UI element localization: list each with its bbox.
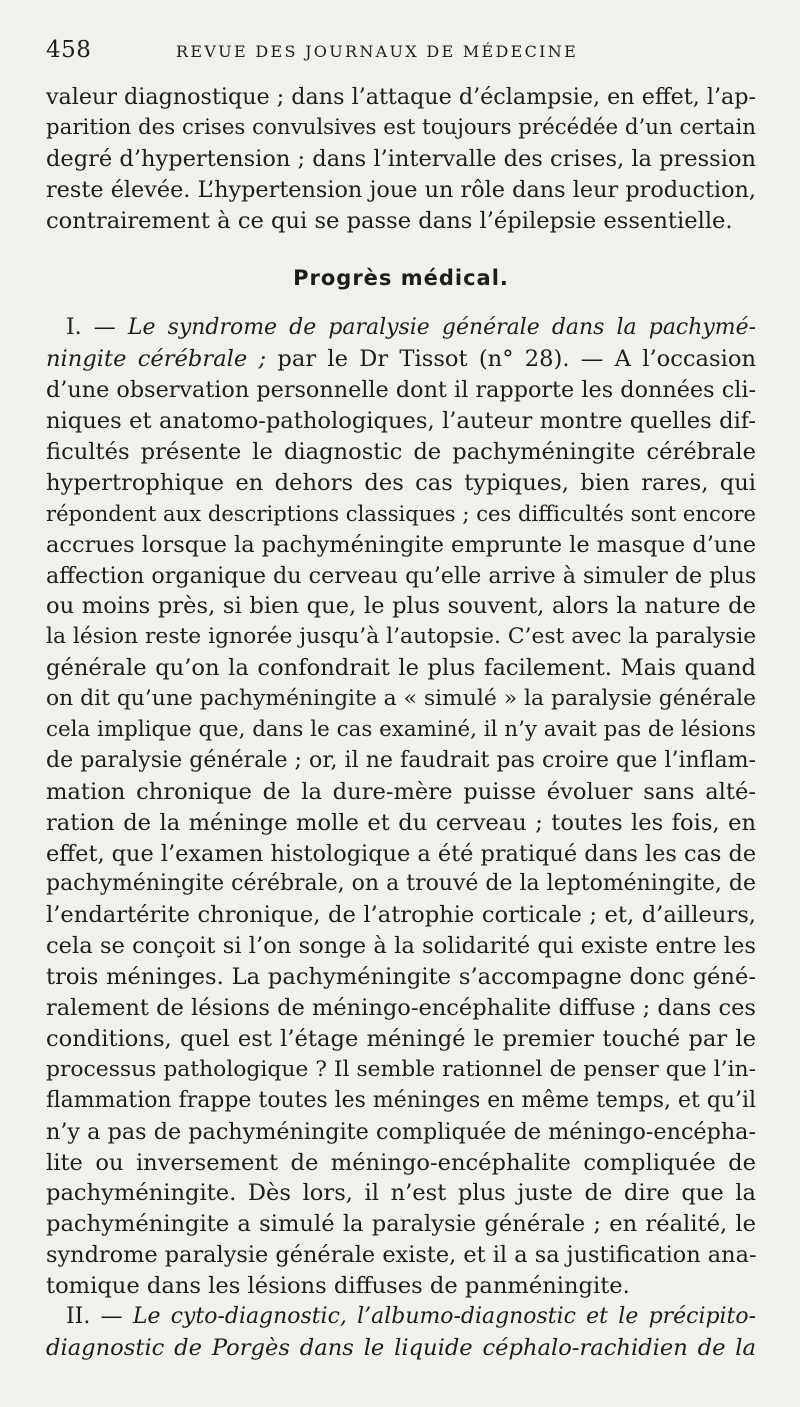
article-2-title-line bbox=[46, 1302, 756, 1333]
text-line: pachyméningite. Dès lors, il n’est plus juste de dire que la bbox=[46, 1180, 756, 1207]
text-line: d’une observation personnelle dont il rapporte les données cli- bbox=[46, 377, 756, 404]
text-line: pachyméningite cérébrale, on a trouvé de la leptoméningite, de bbox=[46, 871, 756, 897]
text-line: cela se conçoit si l’on songe à la solidarité qui existe entre les bbox=[46, 933, 756, 960]
article-2 bbox=[46, 1302, 756, 1364]
article-title: Le cyto-diagnostic, l’albumo-diagnostic et le précipito- bbox=[132, 1303, 756, 1329]
intro-paragraph bbox=[46, 82, 756, 236]
text-line: valeur diagnostique ; dans l’attaque d’éclampsie, en effet, l’ap- bbox=[46, 84, 756, 110]
text-line: contrairement à ce qui se passe dans l’épilepsie essentielle. bbox=[46, 207, 733, 234]
text-line: niques et anatomo-pathologiques, l’auteur montre quelles dif- bbox=[46, 408, 756, 435]
text-line: générale qu’on la confondrait le plus facilement. Mais quand bbox=[46, 655, 756, 682]
text-line: ralement de lésions de méningo-encéphalite diffuse ; dans ces bbox=[46, 995, 756, 1022]
article-1-title-line bbox=[46, 313, 756, 344]
article-1-body bbox=[46, 375, 756, 1271]
text-line: processus pathologique ? Il semble rationnel de penser que l’in- bbox=[46, 1056, 756, 1082]
text-line: syndrome paralysie générale existe, et il a sa justification ana- bbox=[46, 1242, 757, 1269]
article-title-cont: ningite cérébrale ; bbox=[46, 346, 267, 373]
running-title: REVUE DES JOURNAUX DE MÉDECINE bbox=[176, 42, 579, 61]
text-line: parition des crises convulsives est toujours précédée d’un certain bbox=[46, 114, 756, 140]
text-line: répondent aux descriptions classiques ; ces difficultés sont encore bbox=[46, 500, 756, 526]
text-line: on dit qu’une pachyméningite a « simulé » la paralysie générale bbox=[46, 686, 756, 712]
text-line: trois méninges. La pachyméningite s’accompagne donc géné- bbox=[46, 964, 756, 991]
text-line: degré d’hypertension ; dans l’intervalle des crises, la pression bbox=[46, 145, 756, 172]
text-line: tomique dans les lésions diffuses de panméningite. bbox=[46, 1273, 630, 1300]
article-author: par le Dr Tissot (n° 28). — A l’occasion bbox=[266, 346, 756, 373]
text-line: mation chronique de la dure-mère puisse évoluer sans alté- bbox=[46, 778, 756, 805]
text-line: ration de la méninge molle et du cerveau ; toutes les fois, en bbox=[46, 809, 756, 836]
text-line: pachyméningite a simulé la paralysie générale ; en réalité, le bbox=[46, 1211, 756, 1238]
text-line: cela implique que, dans le cas examiné, il n’y avait pas de lésions bbox=[46, 717, 756, 743]
text-line: ou moins près, si bien que, le plus souvent, alors la nature de bbox=[46, 593, 756, 620]
page-header bbox=[46, 36, 756, 66]
article-1-title-line-2 bbox=[46, 344, 756, 375]
text-line: de paralysie générale ; or, il ne faudrait pas croire que l’inflam- bbox=[46, 747, 756, 773]
text-line: la lésion reste ignorée jusqu’à l’autopsie. C’est avec la paralysie bbox=[46, 624, 757, 650]
text-line: lite ou inversement de méningo-encéphalite compliquée de bbox=[46, 1149, 756, 1176]
article-number: I. — bbox=[66, 315, 128, 341]
text-line: reste élevée. L’hypertension joue un rôle dans leur production, bbox=[46, 176, 756, 203]
text-line: effet, que l’examen histologique a été pratiqué dans les cas de bbox=[46, 840, 757, 867]
text-line: flammation frappe toutes les méninges en même temps, et qu’il bbox=[46, 1087, 756, 1113]
text-line: ficultés présente le diagnostic de pachyméningite cérébrale bbox=[46, 439, 756, 466]
text-line: conditions, quel est l’étage méningé le premier touché par le bbox=[46, 1025, 756, 1052]
section-title: Progrès médical. bbox=[293, 266, 509, 291]
text-line: affection organique du cerveau qu’elle arrive à simuler de plus bbox=[46, 562, 757, 589]
article-title: Le syndrome de paralysie générale dans la pachymé- bbox=[127, 315, 756, 341]
text-line: hypertrophique en dehors des cas typiques, bien rares, qui bbox=[46, 469, 756, 496]
article-2-title-line-2: diagnostic de Porgès dans le liquide céphalo-rachidien de la bbox=[46, 1334, 756, 1361]
article-number: II. — bbox=[66, 1303, 133, 1329]
article-1 bbox=[46, 313, 756, 1302]
text-line: n’y a pas de pachyméningite compliquée de méningo-encépha- bbox=[46, 1118, 756, 1145]
text-line: accrues lorsque la pachyméningite emprunte le masque d’une bbox=[46, 531, 757, 558]
page-number: 458 bbox=[46, 37, 92, 63]
text-line: l’endartérite chronique, de l’atrophie corticale ; et, d’ailleurs, bbox=[46, 902, 756, 929]
